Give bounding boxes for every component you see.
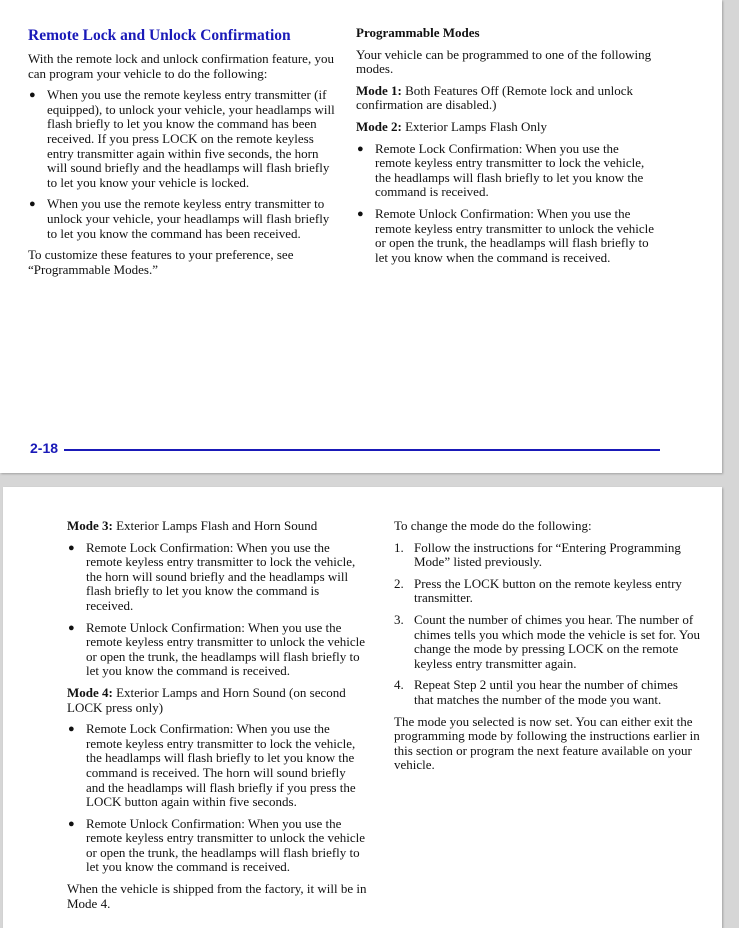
step-item	[394, 613, 700, 671]
mode-1-line	[356, 84, 656, 113]
mode-3-line	[67, 519, 367, 534]
mode-label: Mode 3:	[67, 518, 113, 533]
intro-paragraph: With the remote lock and unlock confirmation feature, you can program your vehicle to do the following:	[28, 51, 334, 81]
mode-4-list	[67, 722, 367, 875]
list-item: ● When you use the remote keyless entry transmitter (if equipped), to unlock your vehicle, your headlamps will flash briefly to let you know the command has been received. If you press LOCK on the remote keyless entry transmitter again within five seconds, the horn will sound briefly and the headlamps will flash briefly to let you know your vehicle is locked.	[28, 88, 338, 190]
step-item	[394, 541, 700, 570]
mode-description: Exterior Lamps Flash Only	[405, 118, 548, 134]
mode-2-line	[356, 120, 656, 135]
outro-paragraph: The mode you selected is now set. You can either exit the programming mode by following the instructions earlier in this section or program the next feature available on your vehicle.	[394, 713, 700, 773]
factory-mode-paragraph: When the vehicle is shipped from the factory, it will be in Mode 4.	[67, 881, 367, 911]
step-number: 4.	[394, 677, 404, 693]
mode-label: Mode 2:	[356, 118, 402, 134]
list-item: ● Remote Unlock Confirmation: When you use the remote keyless entry transmitter to unlock the vehicle or open the trunk, the headlamps will flash briefly to let you know when the command is received.	[356, 207, 656, 265]
modes-intro: Your vehicle can be programmed to one of the following modes.	[356, 46, 652, 77]
mode-description: Exterior Lamps Flash and Horn Sound	[116, 518, 318, 533]
step-number: 3.	[394, 611, 404, 627]
mode-4-line	[67, 686, 367, 715]
step-text: Count the number of chimes you hear. The number of chimes tells you which mode the vehicle is set for. You change the mode by pressing LOCK on the remote keyless entry transmitter again.	[414, 611, 700, 671]
step-text: Follow the instructions for “Entering Programming Mode” listed previously.	[414, 539, 681, 570]
left-column	[28, 27, 338, 284]
step-item	[394, 678, 700, 707]
list-item: ● Remote Lock Confirmation: When you use the remote keyless entry transmitter to lock the vehicle, the horn will sound briefly and the headlamps will flash briefly to let you know the command is received.	[67, 541, 367, 614]
list-item: ● Remote Unlock Confirmation: When you use the remote keyless entry transmitter to unlock the vehicle or open the trunk, the headlamps will flash briefly to let you know the command is received.	[67, 621, 367, 679]
right-column	[356, 26, 656, 272]
step-text: Repeat Step 2 until you hear the number of chimes that matches the number of the mode you want.	[414, 677, 678, 707]
step-number: 2.	[394, 575, 404, 591]
mode-label: Mode 4:	[67, 684, 113, 700]
mode-description: Exterior Lamps and Horn Sound (on second LOCK press only)	[67, 684, 346, 715]
programmable-modes-heading: Programmable Modes	[356, 25, 480, 40]
right-column	[394, 519, 700, 780]
list-item: ● Remote Lock Confirmation: When you use the remote keyless entry transmitter to lock the vehicle, the headlamps will flash briefly to let you know the command is received.	[356, 142, 656, 200]
mode-label: Mode 1:	[356, 82, 402, 98]
steps-list	[394, 541, 700, 708]
footer-rule	[64, 449, 660, 451]
mode-description: Both Features Off (Remote lock and unlock confirmation are disabled.)	[356, 82, 634, 113]
list-item: ● Remote Lock Confirmation: When you use the remote keyless entry transmitter to lock the vehicle, the headlamps will flash briefly to let you know the command is received. The horn will sound briefly and the headlamps will flash briefly if you press the LOCK button again within five seconds.	[67, 722, 367, 810]
steps-intro: To change the mode do the following:	[394, 518, 592, 533]
step-item	[394, 577, 700, 606]
step-number: 1.	[394, 539, 404, 555]
outro-paragraph: To customize these features to your preference, see “Programmable Modes.”	[28, 247, 294, 277]
page-number: 2-18	[30, 440, 59, 456]
list-item: ● Remote Unlock Confirmation: When you use the remote keyless entry transmitter to unlock the vehicle or open the trunk, the headlamps will flash briefly to let you know the command is received.	[67, 817, 367, 875]
feature-list	[28, 88, 338, 241]
manual-page-2-18	[0, 0, 722, 473]
left-column	[67, 519, 367, 918]
mode-2-list	[356, 142, 656, 266]
section-title: Remote Lock and Unlock Confirmation	[28, 27, 291, 44]
step-text: Press the LOCK button on the remote keyless entry transmitter.	[414, 575, 682, 606]
list-item: ● When you use the remote keyless entry transmitter to unlock your vehicle, your headlamps will flash briefly to let you know the command has been received.	[28, 197, 338, 241]
mode-3-list	[67, 541, 367, 679]
manual-page-2-19	[3, 487, 722, 928]
page-footer	[30, 440, 660, 458]
